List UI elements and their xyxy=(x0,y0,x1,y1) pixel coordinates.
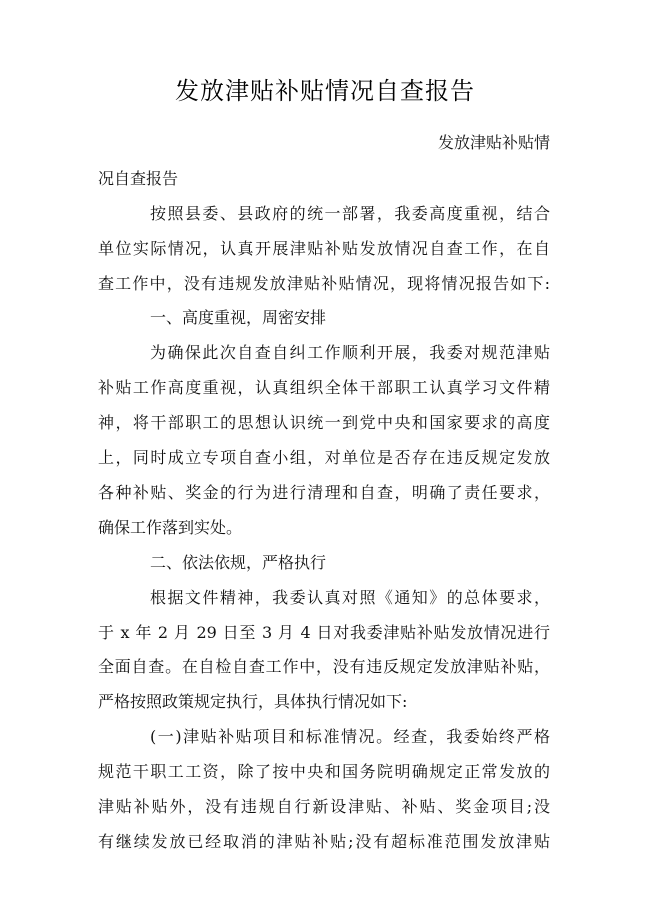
text-line: 规范干职工工资，除了按中央和国务院明确规定正常发放的 xyxy=(98,762,550,781)
text-line: 根据文件精神，我委认真对照《通知》的总体要求， xyxy=(150,588,550,607)
text-line: 确保工作落到实处。 xyxy=(98,518,243,537)
text-line: 补贴工作高度重视，认真组织全体干部职工认真学习文件精 xyxy=(98,378,550,397)
text-line: 津贴补贴外，没有违规自行新设津贴、补贴、奖金项目;没 xyxy=(98,797,550,816)
text-line: 发放津贴补贴情 xyxy=(437,133,550,152)
section-heading: 一、高度重视，周密安排 xyxy=(150,308,327,327)
text-line: (一)津贴补贴项目和标准情况。经查，我委始终严格 xyxy=(150,727,550,746)
text-line: 为确保此次自查自纠工作顺利开展，我委对规范津贴 xyxy=(150,343,550,362)
text-line: 有继续发放已经取消的津贴补贴;没有超标准范围发放津贴 xyxy=(98,832,550,851)
text-line: 按照县委、县政府的统一部署，我委高度重视，结合 xyxy=(150,204,550,223)
text-line: 各种补贴、奖金的行为进行清理和自查，明确了责任要求， xyxy=(98,483,550,502)
text-line: 全面自查。在自检自查工作中，没有违反规定发放津贴补贴， xyxy=(98,657,550,676)
document-title: 发放津贴补贴情况自查报告 xyxy=(175,77,475,105)
section-heading: 二、依法依规，严格执行 xyxy=(150,553,327,572)
text-line: 严格按照政策规定执行，具体执行情况如下: xyxy=(98,692,408,711)
text-line: 况自查报告 xyxy=(98,169,179,188)
text-line: 上，同时成立专项自查小组，对单位是否存在违反规定发放 xyxy=(98,448,550,467)
text-line: 查工作中，没有违规发放津贴补贴情况，现将情况报告如下: xyxy=(98,274,550,293)
text-line: 单位实际情况，认真开展津贴补贴发放情况自查工作，在自 xyxy=(98,239,550,258)
text-line: 于 x 年 2 月 29 日至 3 月 4 日对我委津贴补贴发放情况进行 xyxy=(98,623,550,642)
text-line: 神，将干部职工的思想认识统一到党中央和国家要求的高度 xyxy=(98,413,550,432)
